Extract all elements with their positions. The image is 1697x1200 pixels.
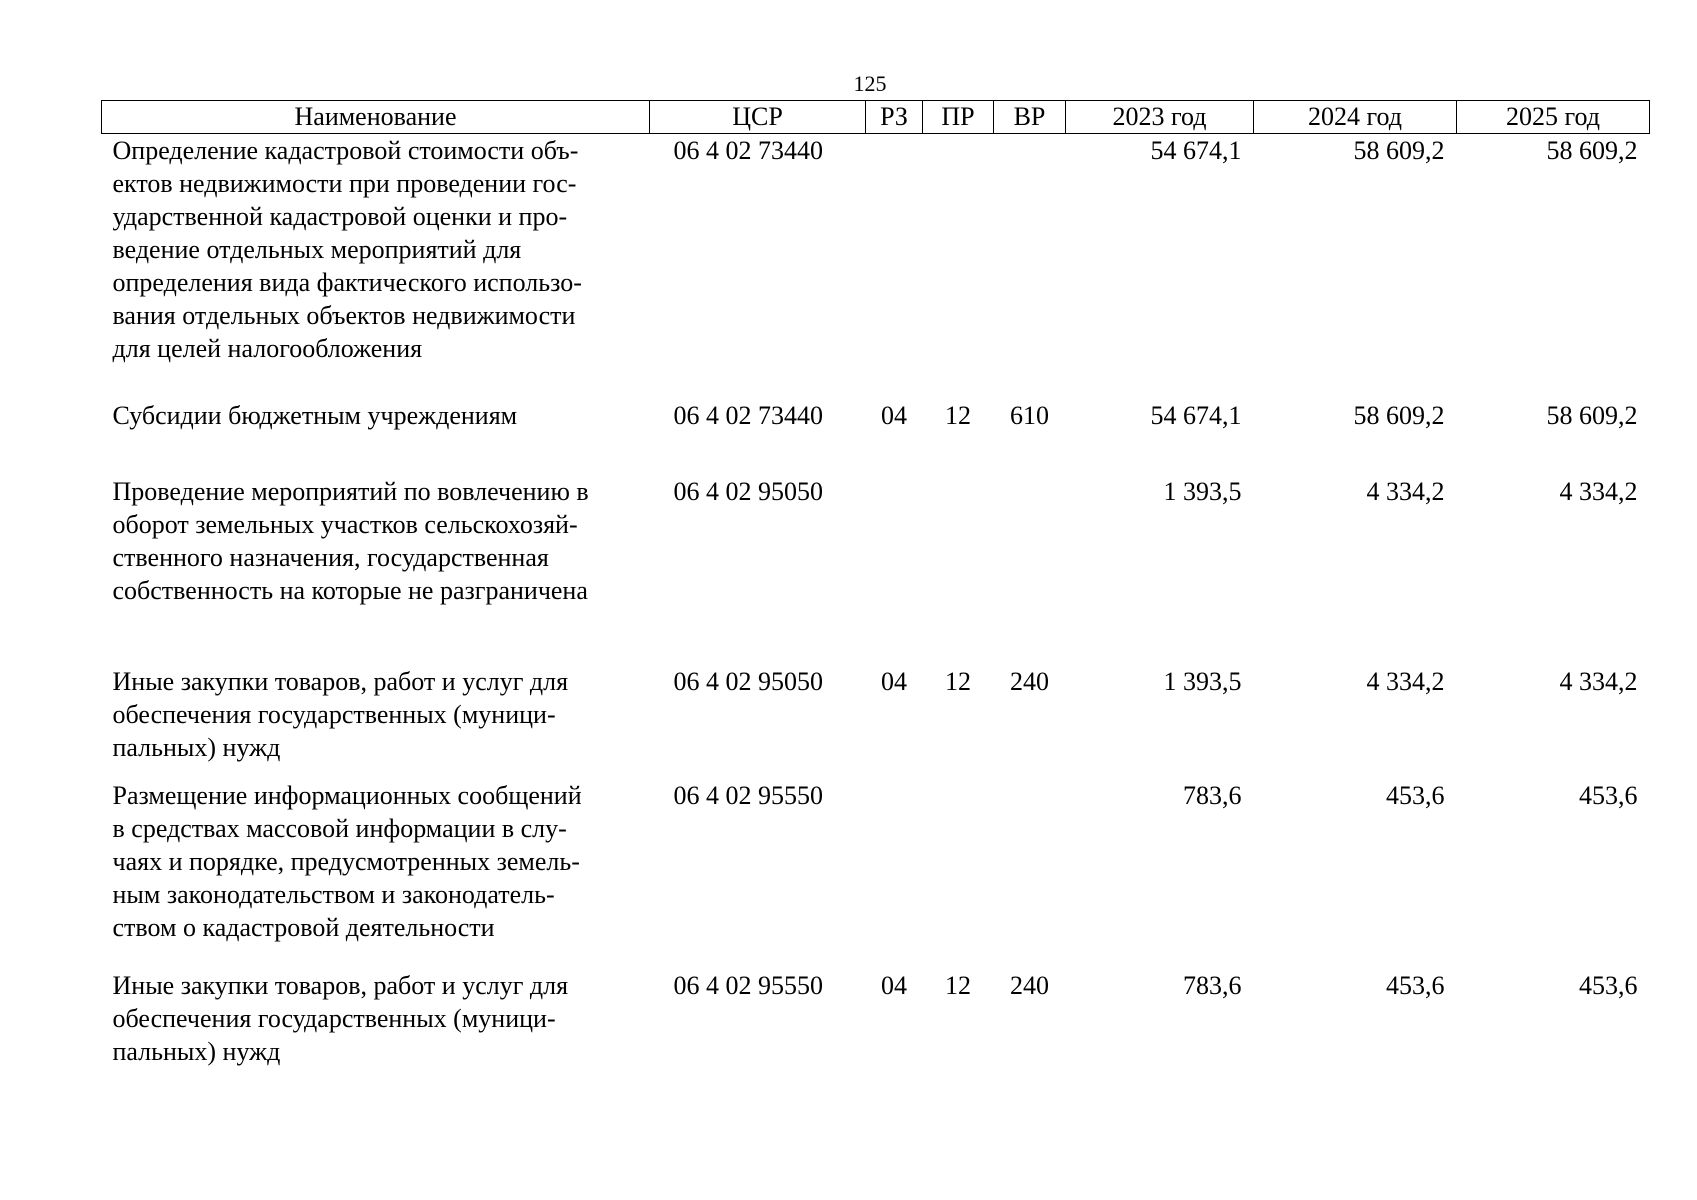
row-name bbox=[102, 475, 650, 665]
row-csr: 06 4 02 95550 bbox=[673, 970, 823, 1000]
row-name-line: обеспечения государственных (муници- bbox=[112, 699, 556, 729]
row-value-2024: 453,6 bbox=[1386, 970, 1445, 1000]
header-year-2024: 2024 год bbox=[1254, 101, 1457, 134]
row-name bbox=[102, 969, 650, 1079]
row-pr bbox=[923, 779, 994, 969]
row-rz: 04 bbox=[881, 666, 907, 696]
row-name-line: Субсидии бюджетным учреждениям bbox=[112, 400, 518, 430]
header-pr: ПР bbox=[923, 101, 994, 134]
row-value-2025: 453,6 bbox=[1579, 970, 1638, 1000]
budget-table bbox=[101, 100, 1650, 1079]
row-value-2024: 4 334,2 bbox=[1366, 666, 1445, 696]
page-number: 125 bbox=[853, 71, 887, 96]
row-name-line: для целей налогообложения bbox=[112, 334, 423, 363]
table-body bbox=[102, 134, 1650, 1079]
row-name-line: вания отдельных объектов недвижимости bbox=[112, 301, 576, 330]
row-value-2025: 58 609,2 bbox=[1546, 400, 1638, 430]
row-pr: 12 bbox=[945, 970, 971, 1000]
row-csr: 06 4 02 95550 bbox=[673, 780, 823, 810]
row-csr: 06 4 02 73440 bbox=[673, 136, 823, 165]
row-pr: 12 bbox=[945, 400, 971, 430]
row-name-line: оборот земельных участков сельскохозяй- bbox=[112, 509, 578, 539]
header-vr: ВР bbox=[994, 101, 1066, 134]
row-name bbox=[102, 134, 650, 399]
row-name-line: ведение отдельных мероприятий для bbox=[112, 235, 522, 264]
table-row bbox=[102, 969, 1650, 1079]
header-year-2023: 2023 год bbox=[1066, 101, 1254, 134]
row-name-line: Определение кадастровой стоимости объ- bbox=[112, 136, 579, 165]
row-value-2025: 58 609,2 bbox=[1546, 136, 1638, 165]
header-year-2025: 2025 год bbox=[1457, 101, 1650, 134]
row-name-line: определения вида фактического использо- bbox=[112, 268, 582, 297]
row-value-2024: 58 609,2 bbox=[1353, 400, 1445, 430]
row-value-2023: 783,6 bbox=[1183, 970, 1242, 1000]
row-name-line: Проведение мероприятий по вовлечению в bbox=[112, 476, 589, 506]
row-value-2025: 4 334,2 bbox=[1559, 666, 1638, 696]
row-vr: 240 bbox=[1010, 970, 1049, 1000]
row-name-line: собственность на которые не разграничена bbox=[112, 575, 588, 605]
row-value-2023: 54 674,1 bbox=[1150, 136, 1242, 165]
row-value-2024: 4 334,2 bbox=[1366, 476, 1445, 506]
header-name: Наименование bbox=[102, 101, 650, 134]
row-vr bbox=[994, 134, 1066, 399]
row-value-2025: 453,6 bbox=[1579, 780, 1638, 810]
row-name-line: обеспечения государственных (муници- bbox=[112, 1003, 556, 1033]
header-rz: РЗ bbox=[866, 101, 923, 134]
row-name-line: пальных) нужд bbox=[112, 1036, 281, 1066]
row-pr: 12 bbox=[945, 666, 971, 696]
table-row bbox=[102, 134, 1650, 399]
row-pr bbox=[923, 134, 994, 399]
row-value-2023: 54 674,1 bbox=[1150, 400, 1242, 430]
row-name bbox=[102, 665, 650, 779]
row-csr: 06 4 02 73440 bbox=[673, 400, 823, 430]
row-value-2024: 58 609,2 bbox=[1353, 136, 1445, 165]
row-csr: 06 4 02 95050 bbox=[673, 476, 823, 506]
row-vr: 240 bbox=[1010, 666, 1049, 696]
row-rz: 04 bbox=[881, 970, 907, 1000]
row-name-line: Размещение информационных сообщений bbox=[112, 780, 582, 810]
row-name-line: чаях и порядке, предусмотренных земель- bbox=[112, 846, 580, 876]
table-row bbox=[102, 399, 1650, 475]
row-pr bbox=[923, 475, 994, 665]
row-vr: 610 bbox=[1010, 400, 1049, 430]
table-header-row bbox=[102, 101, 1650, 134]
row-rz bbox=[866, 779, 923, 969]
row-name bbox=[102, 399, 650, 475]
row-name-line: ственного назначения, государственная bbox=[112, 542, 549, 572]
row-rz: 04 bbox=[881, 400, 907, 430]
row-rz bbox=[866, 134, 923, 399]
row-rz bbox=[866, 475, 923, 665]
table-row bbox=[102, 665, 1650, 779]
row-value-2023: 1 393,5 bbox=[1163, 476, 1242, 506]
row-name-line: ством о кадастровой деятельности bbox=[112, 912, 495, 942]
row-name bbox=[102, 779, 650, 969]
table-row bbox=[102, 779, 1650, 969]
row-value-2023: 783,6 bbox=[1183, 780, 1242, 810]
row-csr: 06 4 02 95050 bbox=[673, 666, 823, 696]
table-row bbox=[102, 475, 1650, 665]
row-name-line: ударственной кадастровой оценки и про- bbox=[112, 202, 568, 231]
row-name-line: пальных) нужд bbox=[112, 732, 281, 762]
row-name-line: Иные закупки товаров, работ и услуг для bbox=[112, 970, 569, 1000]
header-csr: ЦСР bbox=[650, 101, 866, 134]
row-name-line: ектов недвижимости при проведении гос- bbox=[112, 169, 577, 198]
row-name-line: Иные закупки товаров, работ и услуг для bbox=[112, 666, 569, 696]
row-value-2023: 1 393,5 bbox=[1163, 666, 1242, 696]
row-name-line: в средствах массовой информации в слу- bbox=[112, 813, 567, 843]
row-value-2024: 453,6 bbox=[1386, 780, 1445, 810]
row-name-line: ным законодательством и законодатель- bbox=[112, 879, 555, 909]
row-value-2025: 4 334,2 bbox=[1559, 476, 1638, 506]
row-vr bbox=[994, 475, 1066, 665]
row-vr bbox=[994, 779, 1066, 969]
